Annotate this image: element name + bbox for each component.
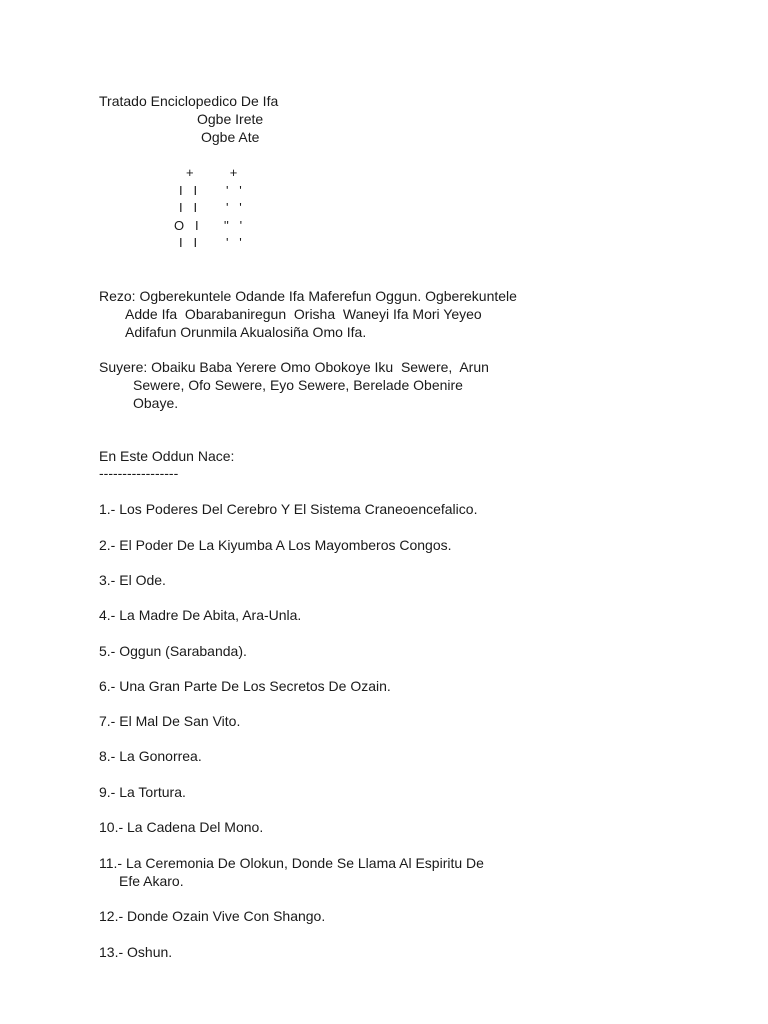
list-item: 10.- La Cadena Del Mono. — [99, 819, 264, 835]
suyere-line: Suyere: Obaiku Baba Yerere Omo Obokoye Iku Sewere, Arun — [99, 359, 489, 375]
list-item: 5.- Oggun (Sarabanda). — [99, 643, 247, 659]
rezo-line: Rezo: Ogberekuntele Odande Ifa Maferefun Oggun. Ogberekuntele — [99, 288, 517, 304]
odu-sign-row: O I '' ' — [174, 218, 243, 233]
suyere-line: Obaye. — [133, 395, 179, 411]
nace-heading: En Este Oddun Nace: — [99, 448, 235, 464]
rezo-line: Adde Ifa Obarabaniregun Orisha Waneyi Ifa Mori Yeyeo — [125, 306, 482, 322]
odu-sign-header: + + — [186, 165, 238, 180]
list-item: 11.- La Ceremonia De Olokun, Donde Se Llama Al Espiritu De — [99, 855, 484, 871]
odu-sign-row: I I ' ' — [179, 235, 242, 250]
list-item: 3.- El Ode. — [99, 572, 166, 588]
list-item: 13.- Oshun. — [99, 944, 173, 960]
list-item: 8.- La Gonorrea. — [99, 748, 202, 764]
list-item: 2.- El Poder De La Kiyumba A Los Mayomberos Congos. — [99, 537, 452, 553]
list-item: 6.- Una Gran Parte De Los Secretos De Ozain. — [99, 678, 391, 694]
list-item: 9.- La Tortura. — [99, 784, 186, 800]
list-item: 12.- Donde Ozain Vive Con Shango. — [99, 908, 326, 924]
list-item: 4.- La Madre De Abita, Ara-Unla. — [99, 607, 302, 623]
document-title: Tratado Enciclopedico De Ifa — [99, 93, 279, 109]
rezo-line: Adifafun Orunmila Akualosiña Omo Ifa. — [125, 324, 367, 340]
list-item: 7.- El Mal De San Vito. — [99, 713, 241, 729]
list-item-continuation: Efe Akaro. — [119, 873, 184, 889]
suyere-line: Sewere, Ofo Sewere, Eyo Sewere, Berelade Obenire — [133, 377, 463, 393]
heading-underline: ----------------- — [99, 465, 179, 481]
odu-sign-row: I I ' ' — [179, 200, 242, 215]
odu-sign-row: I I ' ' — [179, 183, 242, 198]
odu-name-alternate: Ogbe Ate — [201, 129, 260, 145]
odu-name-primary: Ogbe Irete — [197, 111, 264, 127]
list-item: 1.- Los Poderes Del Cerebro Y El Sistema Craneoencefalico. — [99, 501, 478, 517]
